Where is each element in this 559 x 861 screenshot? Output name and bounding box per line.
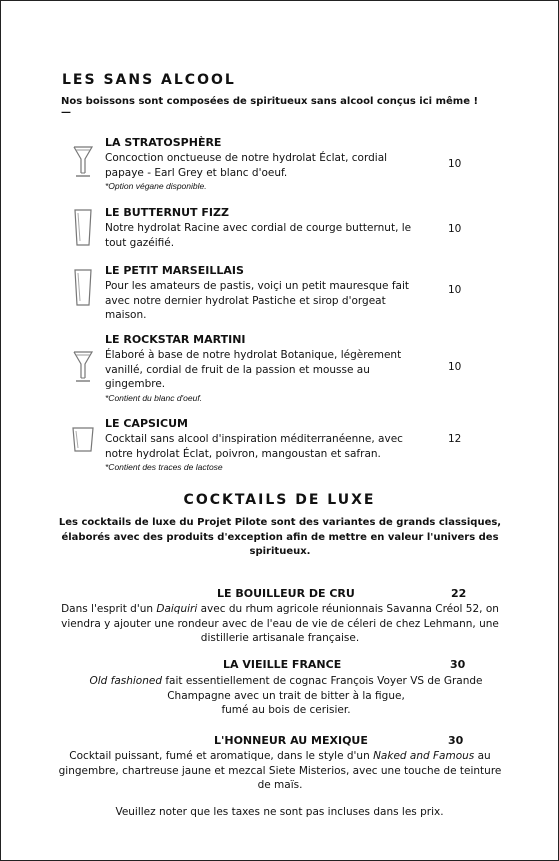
item-description bbox=[58, 602, 502, 646]
desc-part: au gingembre, chartreuse jaune et mezcal Siete Misterios, avec une touche de teinture de maïs. bbox=[58, 750, 502, 791]
desc-part: avec du rhum agricole réunionnais Savanna Créol 52, on viendra y ajouter une rondeur avec de l'eau de vie de céleri de chez Lehmann, une distillerie artisanale française. bbox=[61, 603, 499, 644]
item-name: LE PETIT MARSEILLAIS bbox=[105, 264, 244, 277]
item-name: L'HONNEUR AU MEXIQUE bbox=[214, 734, 368, 747]
item-description bbox=[105, 279, 425, 323]
item-description bbox=[105, 432, 425, 473]
menu-item bbox=[70, 206, 490, 250]
desc-part: Cocktail puissant, fumé et aromatique, dans le style d'un bbox=[69, 750, 374, 762]
item-name: LA STRATOSPHÈRE bbox=[105, 136, 222, 149]
item-price: 30 bbox=[448, 734, 464, 747]
item-price: 10 bbox=[448, 284, 462, 296]
desc-part: fumé au bois de cerisier. bbox=[221, 704, 351, 716]
item-description bbox=[105, 348, 425, 404]
rocks-glass-icon bbox=[70, 425, 96, 461]
item-price: 30 bbox=[450, 658, 466, 671]
item-desc-text: Concoction onctueuse de notre hydrolat Éclat, cordial papaye - Earl Grey et blanc d'oeuf. bbox=[105, 152, 388, 179]
divider-dash: — bbox=[61, 107, 71, 118]
item-note: *Option végane disponible. bbox=[105, 181, 207, 191]
item-price: 12 bbox=[448, 433, 462, 445]
item-name: LA VIEILLE FRANCE bbox=[223, 658, 342, 671]
tax-footer-note: Veuillez noter que les taxes ne sont pas incluses dans les prix. bbox=[115, 806, 444, 818]
item-name: LE BOUILLEUR DE CRU bbox=[217, 587, 355, 600]
section-title-sans-alcool: LES SANS ALCOOL bbox=[62, 72, 236, 88]
highball-glass-icon bbox=[70, 268, 96, 304]
menu-item bbox=[70, 333, 490, 401]
item-price: 10 bbox=[448, 361, 462, 373]
martini-glass-icon bbox=[70, 144, 96, 180]
item-description bbox=[105, 151, 425, 192]
item-desc-text: Notre hydrolat Racine avec cordial de courge butternut, le tout gazéifié. bbox=[105, 222, 412, 249]
item-desc-text: Pour les amateurs de pastis, voiçi un petit mauresque fait avec notre dernier hydrolat Pastiche et sirop d'orgeat maison. bbox=[105, 280, 410, 321]
item-desc-text: Cocktail sans alcool d'inspiration méditerranéenne, avec notre hydrolat Éclat, poivron, mangoustan et safran. bbox=[105, 433, 403, 460]
menu-item bbox=[70, 264, 490, 320]
item-name: LE CAPSICUM bbox=[105, 417, 188, 430]
item-description bbox=[58, 749, 502, 793]
item-description bbox=[76, 674, 496, 718]
item-desc-text: Élaboré à base de notre hydrolat Botanique, légèrement vanillé, cordial de fruit de la passion et mousse au gingembre. bbox=[105, 349, 402, 390]
desc-emphasis: Naked and Famous bbox=[373, 750, 475, 762]
section-title-cocktails-de-luxe: COCKTAILS DE LUXE bbox=[183, 492, 376, 508]
desc-part: Dans l'esprit d'un bbox=[61, 603, 157, 615]
highball-glass-icon bbox=[70, 208, 96, 244]
item-name: LE ROCKSTAR MARTINI bbox=[105, 333, 246, 346]
item-price: 10 bbox=[448, 223, 462, 235]
menu-item bbox=[70, 417, 490, 473]
section-intro: Les cocktails de luxe du Projet Pilote sont des variantes de grands classiques, élaborés avec des produits d'exception afin de mettre en valeur l'univers des spiritueux. bbox=[58, 517, 502, 557]
item-name: LE BUTTERNUT FIZZ bbox=[105, 206, 229, 219]
martini-glass-icon bbox=[70, 349, 96, 385]
menu-item bbox=[70, 136, 490, 191]
desc-emphasis: Old fashioned bbox=[89, 675, 163, 687]
item-description bbox=[105, 221, 425, 250]
item-note: *Contient du blanc d'oeuf. bbox=[105, 392, 203, 403]
desc-emphasis: Daiquiri bbox=[156, 603, 198, 615]
section-intro: Nos boissons sont composées de spiritueux sans alcool conçus ici même ! bbox=[61, 96, 479, 107]
item-price: 22 bbox=[451, 587, 467, 600]
item-note: *Contient des traces de lactose bbox=[105, 462, 223, 472]
desc-part: fait essentiellement de cognac François Voyer VS de Grande Champagne avec un trait de bitter à la figue, bbox=[162, 675, 483, 702]
item-price: 10 bbox=[448, 158, 462, 170]
